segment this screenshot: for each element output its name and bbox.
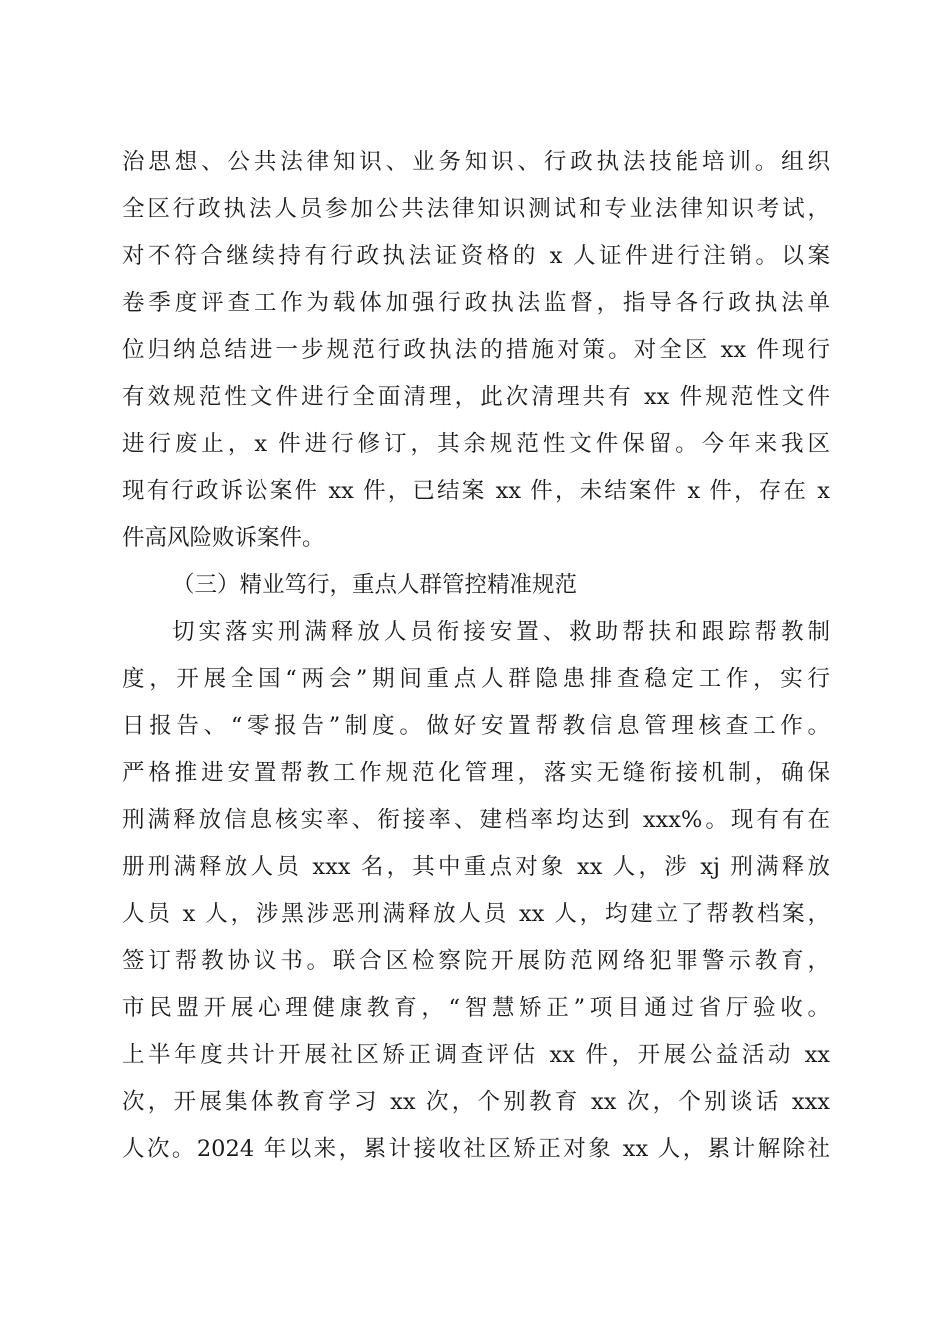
paragraph-line: 位归纳总结进一步规范行政执法的措施对策。对全区 xx 件现行 [122,337,830,363]
paragraph-line: 全区行政执法人员参加公共法律知识测试和专业法律知识考试， [122,196,830,222]
paragraph-line: 治思想、公共法律知识、业务知识、行政执法技能培训。组织 [122,149,830,175]
paragraph-line: 严格推进安置帮教工作规范化管理，落实无缝衔接机制，确保 [122,760,830,786]
paragraph-line: 次，开展集体教育学习 xx 次，个别教育 xx 次，个别谈话 xxx [122,1089,830,1115]
paragraph-line: 对不符合继续持有行政执法证资格的 x 人证件进行注销。以案 [122,243,830,269]
paragraph-line: 上半年度共计开展社区矫正调查评估 xx 件，开展公益活动 xx [122,1042,830,1068]
paragraph-line: 刑满释放信息核实率、衔接率、建档率均达到 xxx%。现有有在 [122,807,830,833]
paragraph-line: 度，开展全国“两会”期间重点人群隐患排查稳定工作，实行 [122,666,830,692]
paragraph-line: 日报告、“零报告”制度。做好安置帮教信息管理核查工作。 [122,713,830,739]
paragraph-line: 人次。2024 年以来，累计接收社区矫正对象 xx 人，累计解除社 [122,1136,830,1162]
paragraph-line: 件高风险败诉案件。 [122,525,325,551]
paragraph-line: 切实落实刑满释放人员衔接安置、救助帮扶和跟踪帮教制 [172,619,830,645]
paragraph-line: 进行废止，x 件进行修订，其余规范性文件保留。今年来我区 [122,431,830,457]
section-heading: （三）精业笃行，重点人群管控精准规范 [172,572,578,598]
paragraph-line: 签订帮教协议书。联合区检察院开展防范网络犯罪警示教育， [122,948,830,974]
paragraph-line: 现有行政诉讼案件 xx 件，已结案 xx 件，未结案件 x 件，存在 x [122,478,830,504]
paragraph-line: 市民盟开展心理健康教育，“智慧矫正”项目通过省厅验收。 [122,995,830,1021]
paragraph-line: 册刑满释放人员 xxx 名，其中重点对象 xx 人，涉 xj 刑满释放 [122,854,830,880]
paragraph-line: 有效规范性文件进行全面清理，此次清理共有 xx 件规范性文件 [122,384,830,410]
paragraph-line: 卷季度评查工作为载体加强行政执法监督，指导各行政执法单 [122,290,830,316]
paragraph-line: 人员 x 人，涉黑涉恶刑满释放人员 xx 人，均建立了帮教档案， [122,901,830,927]
